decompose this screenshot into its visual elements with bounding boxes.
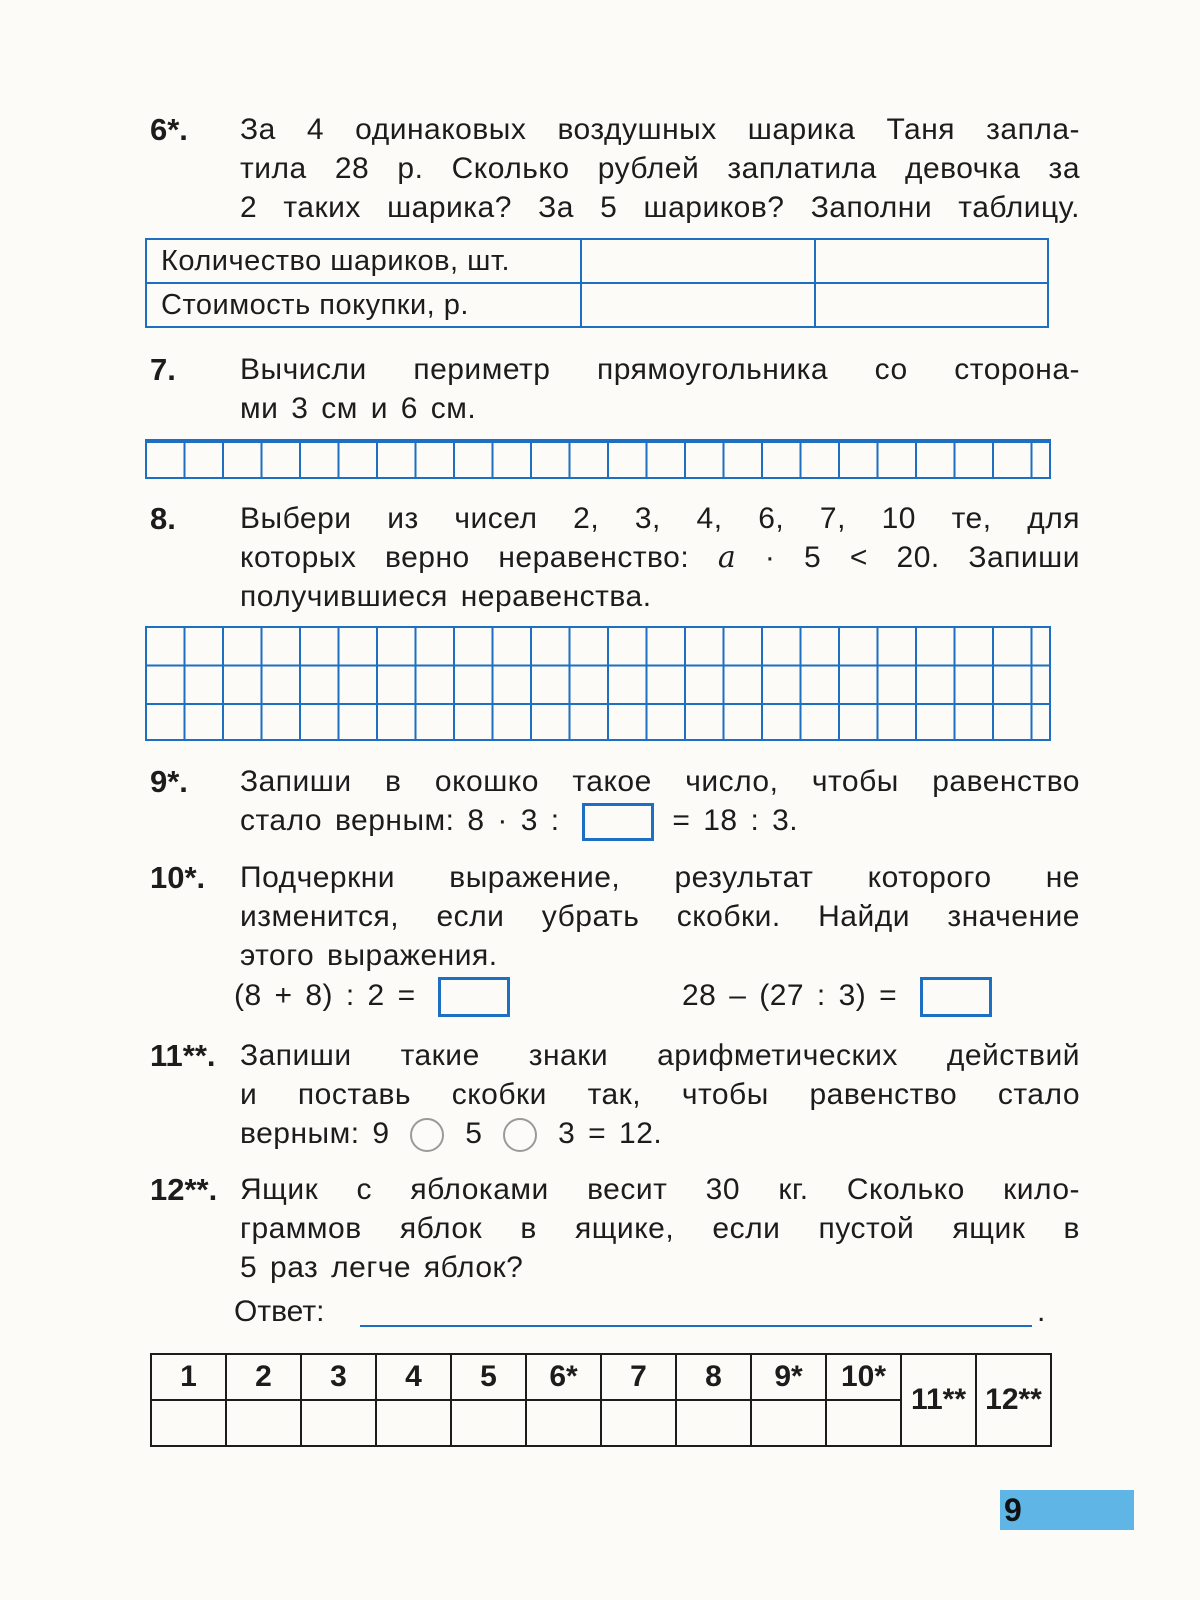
text-fragment: 5 [465, 1117, 483, 1150]
expression-text: 28 – (27 : 3) = [682, 979, 898, 1012]
score-cell[interactable] [376, 1400, 451, 1446]
score-header: 1 [151, 1354, 226, 1400]
operator-circle[interactable] [503, 1118, 537, 1152]
answer-box[interactable] [920, 977, 992, 1017]
text-line: получившиеся неравенства. [240, 580, 652, 613]
task-text [240, 762, 1080, 841]
score-cell[interactable] [751, 1400, 826, 1446]
balloon-table [145, 238, 1049, 328]
text-line: 5 раз легче яблок? [240, 1251, 524, 1284]
score-header: 10* [826, 1354, 901, 1400]
text-line: Запиши в окошко такое число, чтобы равенство [240, 765, 1080, 798]
text-line: этого выражения. [240, 939, 498, 972]
text-fragment: 3 = 12. [558, 1117, 663, 1150]
text-line: 2 таких шарика? За 5 шариков? Заполни таблицу. [240, 191, 1080, 224]
text-fragment: верным: 9 [240, 1117, 390, 1150]
variable-a: a [717, 540, 737, 575]
text-line: и поставь скобки так, чтобы равенство стало [240, 1078, 1080, 1111]
score-cell[interactable] [826, 1400, 901, 1446]
score-header: 9* [751, 1354, 826, 1400]
task-text [240, 1170, 1080, 1287]
answer-cell[interactable] [815, 283, 1049, 327]
text-line: За 4 одинаковых воздушных шарика Таня запла- [240, 113, 1080, 146]
task-number: 12**. [150, 1172, 218, 1207]
task-number: 7. [150, 352, 176, 387]
score-cell[interactable] [676, 1400, 751, 1446]
score-header: 3 [301, 1354, 376, 1400]
score-table [150, 1353, 1052, 1447]
answer-label: Ответ: [234, 1295, 325, 1328]
answer-cell[interactable] [815, 239, 1049, 283]
task-text [240, 499, 1080, 616]
answer-cell[interactable] [581, 283, 815, 327]
text-line [240, 538, 1080, 577]
text-line: тила 28 р. Сколько рублей заплатила девочка за [240, 152, 1080, 185]
score-header: 5 [451, 1354, 526, 1400]
score-header-row [151, 1354, 1051, 1400]
score-cell[interactable] [601, 1400, 676, 1446]
text-line: граммов яблок в ящике, если пустой ящик в [240, 1212, 1080, 1245]
task-text [240, 858, 1080, 975]
answer-box[interactable] [438, 977, 510, 1017]
score-cell[interactable] [526, 1400, 601, 1446]
text-fragment: = 18 : 3. [672, 804, 799, 837]
score-cell[interactable] [226, 1400, 301, 1446]
expression-text: (8 + 8) : 2 = [234, 979, 416, 1012]
task-text [240, 350, 1080, 428]
page-number: 9 [1004, 1492, 1022, 1528]
text-fragment: которых верно неравенство: [240, 541, 718, 574]
task-number: 11**. [150, 1038, 216, 1073]
operator-circle[interactable] [410, 1118, 444, 1152]
score-cell[interactable] [151, 1400, 226, 1446]
text-line: Вычисли периметр прямоугольника со сторона- [240, 353, 1080, 386]
table-row [146, 239, 1048, 283]
text-line: ми 3 см и 6 см. [240, 392, 477, 425]
text-line: Выбери из чисел 2, 3, 4, 6, 7, 10 те, для [240, 502, 1080, 535]
answer-line[interactable] [360, 1295, 1032, 1327]
score-cell[interactable] [301, 1400, 376, 1446]
task-number: 10*. [150, 860, 206, 895]
score-header: 8 [676, 1354, 751, 1400]
score-header: 12** [976, 1354, 1051, 1446]
row-label-cost: Стоимость покупки, р. [146, 283, 581, 327]
answer-box[interactable] [582, 803, 654, 841]
score-header: 2 [226, 1354, 301, 1400]
score-header: 7 [601, 1354, 676, 1400]
text-fragment: стало верным: 8 · 3 : [240, 804, 560, 837]
score-header: 6* [526, 1354, 601, 1400]
task-number: 8. [150, 501, 176, 536]
task-number: 6*. [150, 112, 188, 147]
answer-cell[interactable] [581, 239, 815, 283]
row-label-quantity: Количество шариков, шт. [146, 239, 581, 283]
text-line [240, 1114, 1080, 1153]
expression-1[interactable] [234, 976, 510, 1017]
table-row [146, 283, 1048, 327]
task-text [240, 1036, 1080, 1153]
text-line: Ящик с яблоками весит 30 кг. Сколько кило- [240, 1173, 1080, 1206]
expression-2[interactable] [682, 976, 992, 1017]
text-line: Запиши такие знаки арифметических действий [240, 1039, 1080, 1072]
answer-grid-task-8[interactable] [145, 626, 1051, 741]
score-header: 11** [901, 1354, 976, 1446]
text-fragment: · 5 < 20. Запиши [736, 541, 1080, 574]
score-cell[interactable] [451, 1400, 526, 1446]
text-line: Подчеркни выражение, результат которого не [240, 861, 1080, 894]
score-header: 4 [376, 1354, 451, 1400]
page-number-tab [1000, 1490, 1134, 1530]
answer-grid-task-7[interactable] [145, 439, 1051, 479]
task-number: 9*. [150, 764, 188, 799]
task-text [240, 110, 1080, 227]
text-line: изменится, если убрать скобки. Найди значение [240, 900, 1080, 933]
answer-period: . [1037, 1295, 1046, 1328]
text-line [240, 801, 1080, 841]
